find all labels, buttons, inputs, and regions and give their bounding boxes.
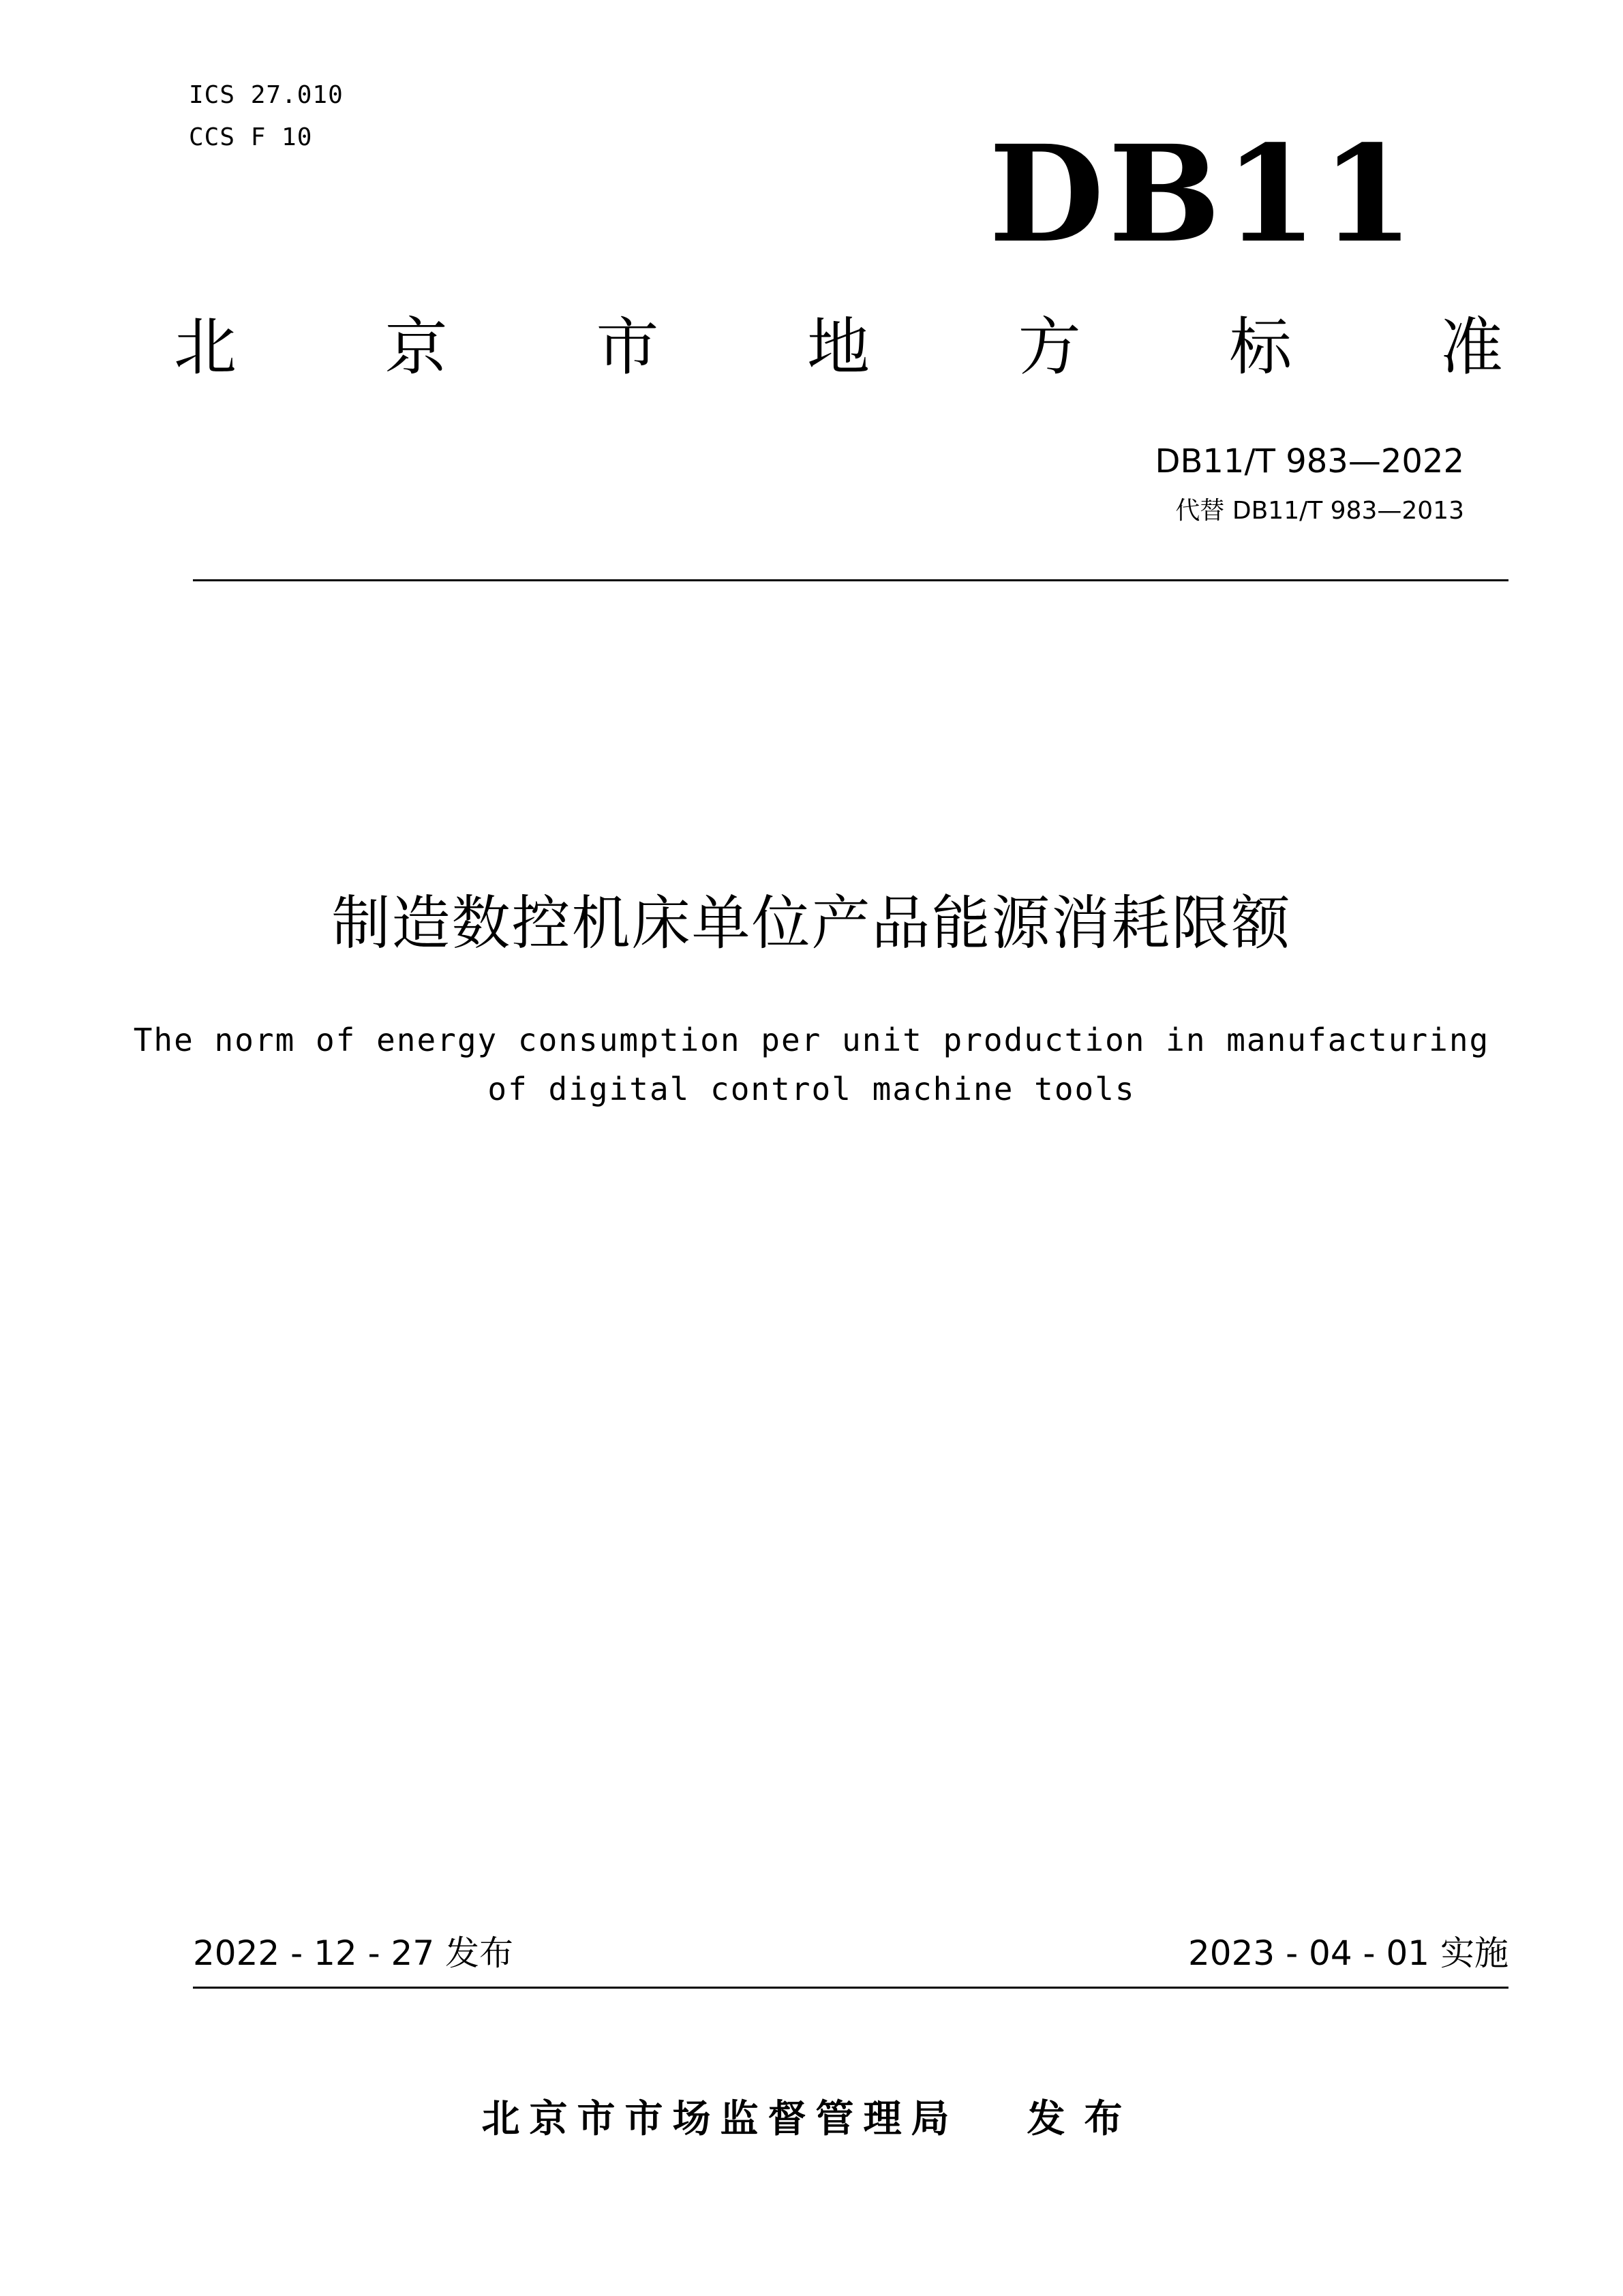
document-title-en [0,1015,1623,1114]
issuer-name: 北京市市场监督管理局 [481,2097,959,2141]
issuer-line [0,2096,1623,2143]
standard-type-char: 方 [1018,311,1081,384]
replaces-standard: 代替 DB11/T 983—2013 [1175,497,1464,525]
ics-code: ICS 27.010 [189,81,344,109]
standard-type-char: 市 [596,311,659,384]
standard-type-char: 地 [806,311,870,384]
ccs-code: CCS F 10 [189,123,313,151]
standard-type-char: 标 [1229,311,1292,384]
standard-number: DB11/T 983—2022 [1155,442,1464,480]
standard-type-title [174,310,1503,385]
publish-date: 2022 - 12 - 27 发布 [193,1933,514,1973]
header-divider [193,579,1508,581]
standard-type-char: 准 [1440,311,1503,384]
standard-type-char: 北 [174,311,237,384]
footer-divider [193,1987,1508,1989]
document-title-cn: 制造数控机床单位产品能源消耗限额 [331,889,1292,958]
effective-date: 2023 - 04 - 01 实施 [1187,1933,1508,1973]
title-en-line-1: The norm of energy consumption per unit production in manufacturing [133,1022,1490,1058]
title-en-line-2: of digital control machine tools [487,1071,1136,1107]
standard-type-char: 京 [384,311,448,384]
issue-label: 发布 [1027,2097,1142,2141]
standard-mark: DB11 [988,116,1418,272]
